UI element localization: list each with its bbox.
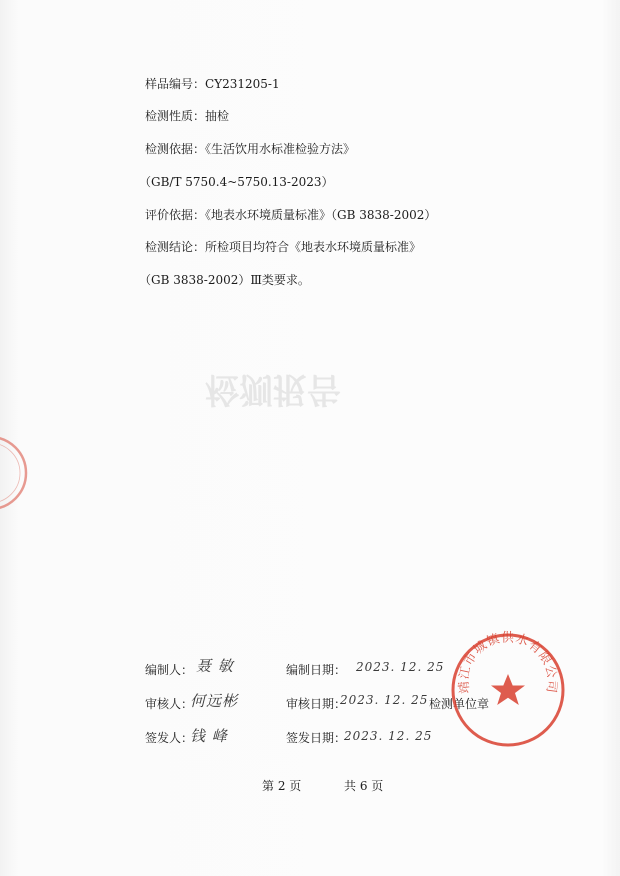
approve-date-label: 签发日期： [286,731,347,745]
sample-number-line [145,76,280,92]
seal-text: 靖江市城镇供水有限公司 [455,630,561,695]
test-basis-value: 《生活饮用水标准检验方法》 [205,142,356,156]
reviewer-label: 审核人： [145,697,194,711]
test-basis-label: 检测依据： [145,142,206,156]
review-date-label: 审核日期： [286,697,347,711]
official-seal [448,630,568,750]
editor-signature: 聂 敏 [196,657,234,675]
page-number: 第 2 页 [262,779,302,793]
test-type-label: 检测性质： [145,109,206,123]
conclusion-line [145,239,421,255]
evaluation-basis-label: 评价依据： [145,208,206,222]
edit-date-value: 2023. 12. 25 [356,660,445,674]
sample-number-label: 样品编号： [145,77,206,91]
editor-label: 编制人： [145,663,194,677]
unit-stamp-label: 检测单位章 [429,697,490,711]
conclusion-label: 检测结论： [145,240,206,254]
test-type-value: 抽检 [205,109,230,123]
test-basis-line [145,141,355,157]
evaluation-basis-line [145,207,436,223]
approver-label: 签发人： [145,731,194,745]
total-pages: 共 6 页 [344,779,384,793]
edge-seal-fragment [0,428,28,518]
reviewer-signature: 何远彬 [190,692,239,710]
seal-star [491,674,525,705]
test-basis-standard: （GB/T 5750.4~5750.13-2023） [139,175,334,189]
approver-signature: 钱 峰 [190,727,228,745]
review-date-value: 2023. 12. 25 [340,693,429,707]
conclusion-continuation: （GB 3838-2002）Ⅲ类要求。 [139,273,310,287]
evaluation-basis-value: 《地表水环境质量标准》（GB 3838-2002） [205,208,437,222]
approve-date-value: 2023. 12. 25 [344,729,433,743]
bleed-through-title: 检测报告 [205,369,341,409]
sample-number-value: CY231205-1 [205,77,280,91]
edit-date-label: 编制日期： [286,663,347,677]
test-type-line [145,108,229,124]
conclusion-value: 所检项目均符合《地表水环境质量标准》 [205,240,422,254]
